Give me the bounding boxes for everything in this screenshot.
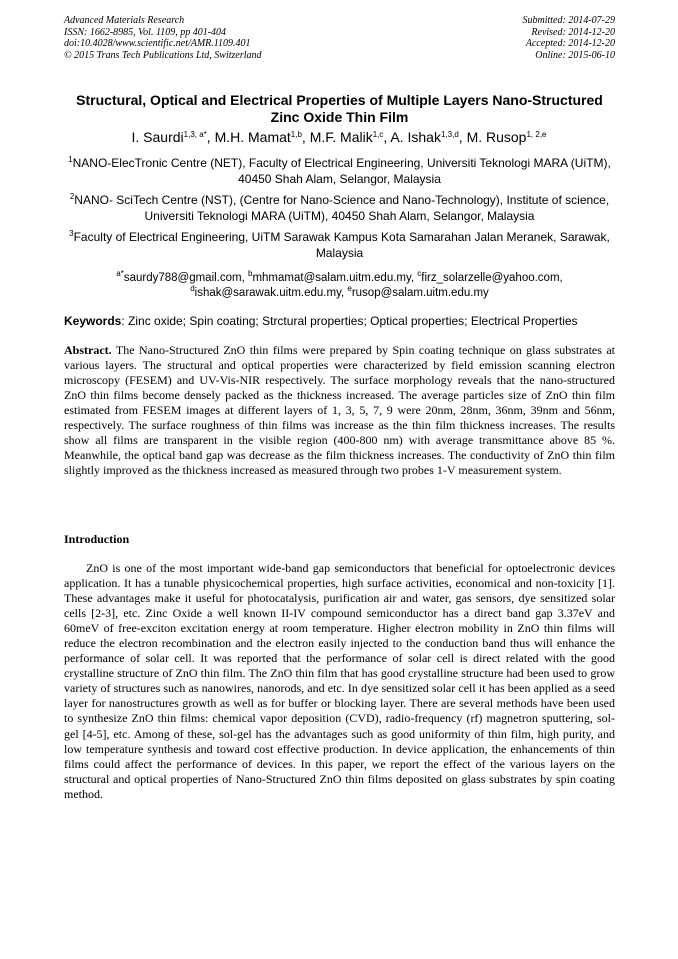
- author-affiliation-sup: 1,3, a*: [183, 130, 207, 139]
- date-submitted: Submitted: 2014-07-29: [522, 15, 615, 26]
- author-name: M.F. Malik: [309, 129, 373, 145]
- paper-title: Structural, Optical and Electrical Properties of Multiple Layers Nano-Structured Zinc Oxide Thin Film: [76, 92, 603, 125]
- keywords-label: Keywords: [64, 314, 122, 328]
- abstract: [64, 343, 615, 478]
- author-list: I. Saurdi$^{1,3, a*}$, M.H. Mamat$^{1,b}$, M.F. Malik$^{1,c}$, A. Ishak$^{1,3,d}$, M. Rusop$^{1, 2,e}$: [131, 129, 547, 145]
- author-emails: $^{a*}$saurdy788@gmail.com, $^b$mhmamat@salam.uitm.edu.my, $^c$firz_solarzelle@yahoo.com, $^d$ishak@sarawak.uitm.edu.my, $^e$rusop@salam.uitm.edu.my: [116, 269, 563, 299]
- author-affiliation-sup: 1,b: [290, 130, 302, 139]
- author-name: A. Ishak: [390, 129, 441, 145]
- publication-dates: [523, 15, 616, 61]
- author-name: I. Saurdi: [131, 129, 184, 145]
- journal-copyright: © 2015 Trans Tech Publications Ltd, Switzerland: [64, 49, 262, 61]
- abstract-text: The Nano-Structured ZnO thin films were prepared by Spin coating technique on glass substrates at various layers. The structural and optical properties were characterized by field emission scanning electron microscopy (FESEM) and UV-Vis-NIR respectively. The surface morphology reveals that the nano-structured ZnO thin films become densely packed as the thickness increased. The average particles size of ZnO thin film estimated from FESEM images at different layers of 1, 3, 5, 7, 9 were 20nm, 28nm, 36nm, 39nm and 56nm, respectively. The surface roughness of thin films was increase as the thin film thickness increases. The results show all films are transparent in the visible region (400-800 nm) with average transmittance above 85 %. Meanwhile, the optical band gap was decrease as the film thickness increases. The conductivity of ZnO thin film slightly improved as the thickness increased as measured through two probes 1-V measurement system.: [64, 343, 615, 478]
- keywords-text: : Zinc oxide; Spin coating; Strctural properties; Optical properties; Electrical Properties: [121, 314, 578, 328]
- journal-info: [64, 15, 262, 61]
- affiliation-3: $^3$Faculty of Electrical Engineering, UiTM Sarawak Kampus Kota Samarahan Jalan Meranek, Sarawak, Malaysia: [69, 229, 610, 260]
- abstract-label: Abstract.: [64, 343, 112, 357]
- affiliation-2: $^2$NANO- SciTech Centre (NST), (Centre for Nano-Science and Nano-Technology), Institute of science, Universiti Teknologi MARA (UiTM), 40450 Shah Alam, Selangor, Malaysia: [69, 192, 610, 223]
- author-affiliation-sup: 1, 2,e: [526, 130, 547, 139]
- affiliation-1: $^1$NANO-ElecTronic Centre (NET), Faculty of Electrical Engineering, Universiti Teknologi MARA (UiTM), 40450 Shah Alam, Selangor, Malaysia: [68, 155, 611, 186]
- journal-doi: doi:10.4028/www.scientific.net/AMR.1109.401: [64, 38, 251, 49]
- journal-name: Advanced Materials Research: [64, 15, 185, 26]
- email-link[interactable]: mhmamat@salam.uitm.edu.my: [252, 272, 411, 284]
- date-accepted: Accepted: 2014-12-20: [525, 38, 615, 49]
- email-link[interactable]: ishak@sarawak.uitm.edu.my: [194, 287, 341, 299]
- journal-issn: ISSN: 1662-8985, Vol. 1109, pp 401-404: [64, 26, 227, 38]
- email-link[interactable]: firz_solarzelle@yahoo.com: [421, 272, 560, 284]
- introduction-paragraph: ZnO is one of the most important wide-band gap semiconductors that beneficial for optoelectronic devices application. It has a tunable physicochemical properties, high surface activities, economical and non-toxicity [1]. These advantages make it useful for photocatalysis, purification air and water, gas sensors, dye sensitized solar cells [2-3], etc. Zinc Oxide a well known II-IV compound semiconductor has a direct band gap 3.37eV and 60meV of free-exciton excitation energy at room temperature. Higher electron mobility in ZnO thin films will reduce the electron recombination and the electron easily injected to the conduction band thus will enhance the performance of solar cell. It was reported that the performance of solar cell is direct related with the good crystalline structure of ZnO thin film. The ZnO thin film that has good crystalline structure had been used to grow variety of structures such as nanowires, nanorods, and etc. In dye sensitized solar cell it has been applied as a seed layer for nanostructures growth as well as for buffer or blocking layer. There are several methods have been used to synthesize ZnO thin films: chemical vapor deposition (CVD), radio-frequency (rf) magnetron sputtering, sol-gel [4-5], etc. Among of these, sol-gel has the advantages such as good uniformity of thin film, high purity, and low temperature synthesis and toward cost effective production. In device application, the enhancements of thin films could affect the performance of devices. In this paper, we report the effect of the various layers on the structural and optical properties of Nano-Structured ZnO thin films deposited on glass substrates by spin coating method.: [64, 561, 615, 801]
- author-name: M. Rusop: [466, 129, 527, 145]
- email-link[interactable]: rusop@salam.uitm.edu.my: [351, 287, 489, 299]
- email-link[interactable]: saurdy788@gmail.com: [123, 272, 242, 284]
- keywords: [64, 314, 615, 329]
- date-online: Online: 2015-06-10: [535, 49, 615, 61]
- author-affiliation-sup: 1,c: [372, 130, 384, 139]
- date-revised: Revised: 2014-12-20: [531, 26, 615, 38]
- author-name: M.H. Mamat: [214, 129, 291, 145]
- section-heading-introduction: Introduction: [64, 532, 130, 546]
- author-affiliation-sup: 1,3,d: [440, 130, 459, 139]
